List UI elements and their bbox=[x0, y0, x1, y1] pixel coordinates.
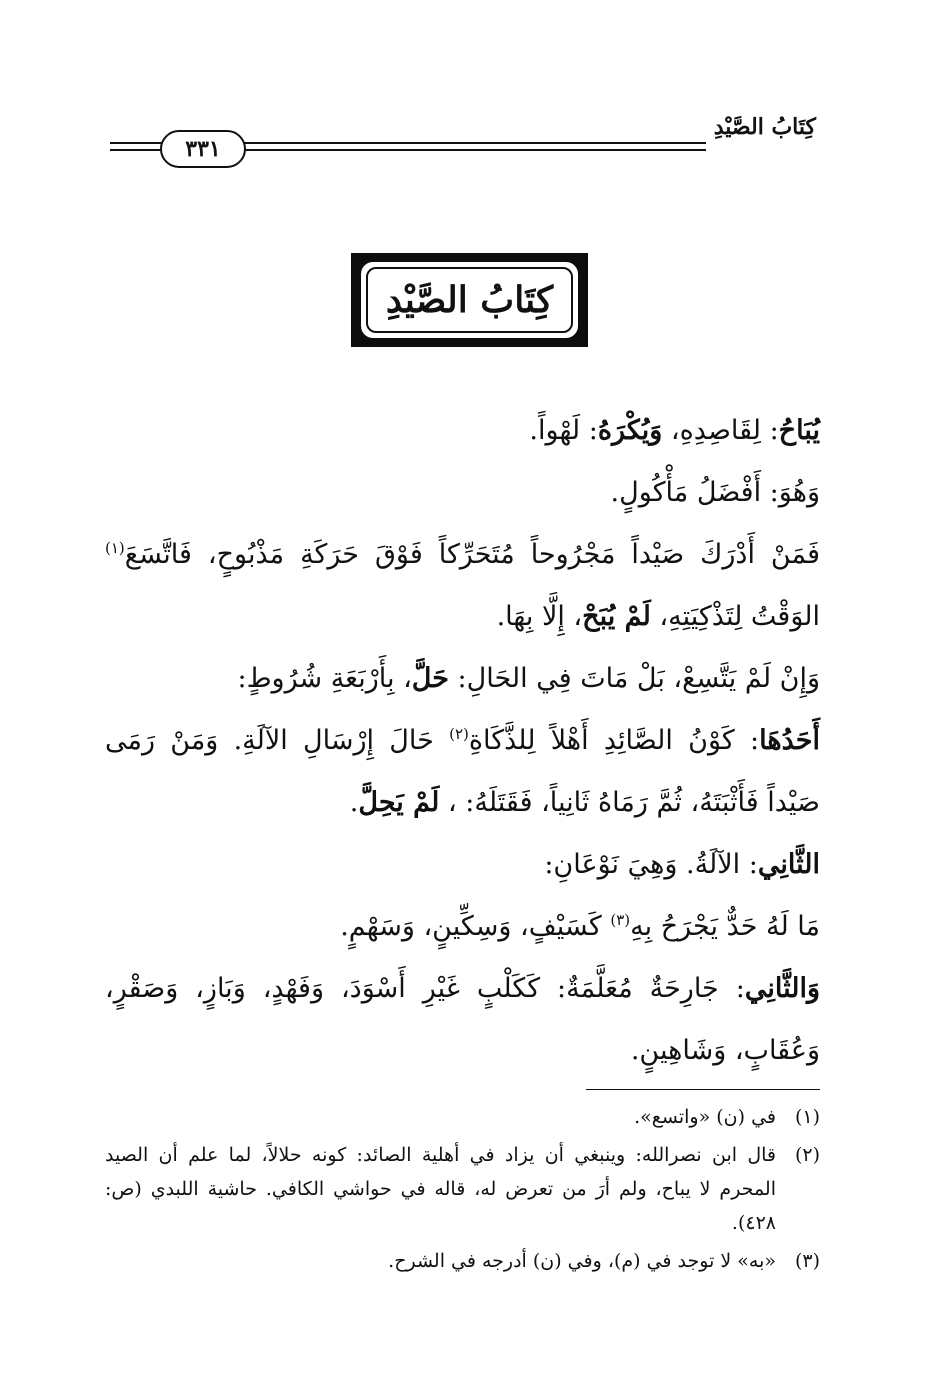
footnote-ref-1[interactable]: (١) bbox=[105, 539, 125, 557]
footnote-separator bbox=[586, 1089, 820, 1090]
text-run: : الآلَةُ. وَهِيَ نَوْعَانِ: bbox=[544, 849, 758, 880]
paragraph-2: وَهُوَ: أَفْضَلُ مَأْكُولٍ. bbox=[610, 477, 820, 508]
page-number: ٣٣١ bbox=[160, 130, 246, 168]
text-run: وَإِنْ لَمْ يَتَّسِعْ، بَلْ مَاتَ فِي الحَالِ: bbox=[448, 663, 820, 694]
footnote-1 bbox=[105, 1100, 820, 1134]
chapter-title: كِتَابُ الصَّيْدِ bbox=[385, 279, 554, 321]
footnote-number: (٣) bbox=[794, 1250, 820, 1272]
text-run: : لَهْواً. bbox=[529, 415, 598, 446]
text-run: ، بِأَرْبَعَةِ شُرُوطٍ: bbox=[237, 663, 412, 694]
keyword: الثَّانِي bbox=[757, 849, 820, 880]
paragraph-4 bbox=[105, 648, 820, 710]
paragraph-1 bbox=[105, 400, 820, 462]
chapter-title-frame bbox=[351, 253, 588, 347]
footnote-text: قال ابن نصرالله: وينبغي أن يزاد في أهلية الصائد: كونه حلالاً، لما علم أن الصيد المحرم لا يباح، ولم أرَ من تعرض له، قاله في حواشي الكافي. حاشية اللبدي (ص: ٤٢٨). bbox=[105, 1144, 776, 1234]
chapter-title-border bbox=[366, 267, 573, 333]
paragraph-7 bbox=[105, 896, 820, 958]
running-header-title: كِتَابُ الصَّيْدِ bbox=[713, 114, 816, 140]
footnote-ref-2[interactable]: (٢) bbox=[449, 725, 469, 743]
text-run: مَا لَهُ حَدٌّ يَجْرَحُ بِهِ bbox=[630, 911, 820, 942]
keyword: حَلَّ bbox=[411, 663, 449, 694]
keyword: لَمْ يَحِلَّ bbox=[358, 787, 440, 818]
paragraph-6 bbox=[105, 834, 820, 896]
keyword: أَحَدُهَا bbox=[759, 725, 820, 756]
text-run: حَالَ إِرْسَالِ الآلَةِ. وَمَنْ رَمَى صَيْداً فَأَثْبَتَهُ، ثُمَّ رَمَاهُ ثَانِياً، فَقَتَلَهُ: ، bbox=[105, 725, 820, 818]
paragraph-8 bbox=[105, 958, 820, 1082]
running-header bbox=[110, 110, 816, 170]
text-run: : جَارِحَةٌ مُعَلَّمَةٌ: كَكَلْبٍ غَيْرِ أَسْوَدَ، وَفَهْدٍ، وَبَازٍ، وَصَقْرٍ، وَعُقَابٍ، وَشَاهِينٍ. bbox=[105, 973, 820, 1066]
paragraph-5 bbox=[105, 710, 820, 834]
footnote-number: (٢) bbox=[794, 1144, 820, 1166]
header-rule-left-top bbox=[110, 142, 162, 144]
footnote-ref-3[interactable]: (٣) bbox=[610, 911, 631, 929]
keyword: لَمْ يُبَحْ bbox=[582, 601, 651, 632]
paragraph-3 bbox=[105, 524, 820, 648]
main-text bbox=[105, 400, 820, 1082]
keyword: يُبَاحُ bbox=[778, 415, 820, 446]
footnote-text: «به» لا توجد في (م)، وفي (ن) أدرجه في الشرح. bbox=[388, 1250, 776, 1272]
text-run: : كَوْنُ الصَّائِدِ أَهْلاً لِلذَّكَاةِ bbox=[468, 725, 760, 756]
text-run: كَسَيْفٍ، وَسِكِّينٍ، وَسَهْمٍ. bbox=[340, 911, 611, 942]
footnote-3 bbox=[105, 1244, 820, 1278]
text-run: الوَقْتُ لِتَذْكِيَتِهِ، bbox=[650, 601, 820, 632]
text-run: فَمَنْ أَدْرَكَ صَيْداً مَجْرُوحاً مُتَحَرِّكاً فَوْقَ حَرَكَةِ مَذْبُوحٍ، فَاتَّسَعَ bbox=[124, 539, 820, 570]
keyword: وَيُكْرَهُ bbox=[597, 415, 663, 446]
text-run: ، إِلَّا بِهَا. bbox=[496, 601, 583, 632]
footnote-number: (١) bbox=[794, 1106, 820, 1128]
text-run: . bbox=[349, 787, 359, 818]
footnote-text: في (ن) «واتسع». bbox=[634, 1106, 776, 1128]
footnote-2 bbox=[105, 1138, 820, 1240]
text-run: : لِقَاصِدِهِ، bbox=[662, 415, 779, 446]
footnotes bbox=[105, 1100, 820, 1282]
chapter-title-inner bbox=[361, 262, 578, 338]
header-rule-bottom bbox=[240, 149, 706, 151]
header-rule-left-bottom bbox=[110, 149, 162, 151]
header-rule-top bbox=[240, 142, 706, 144]
keyword: وَالثَّانِي bbox=[744, 973, 820, 1004]
